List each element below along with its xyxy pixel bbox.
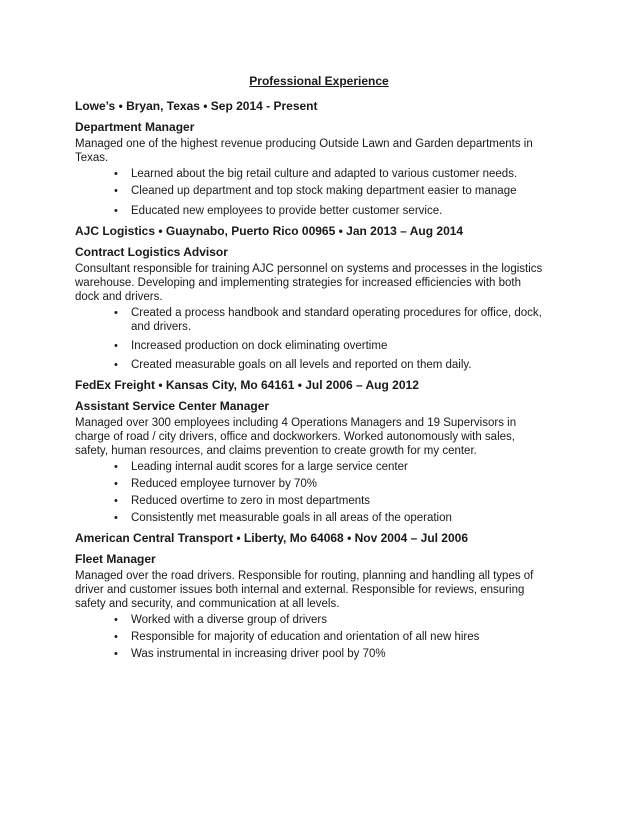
list-item xyxy=(75,167,545,181)
bullet-text: Educated new employees to provide better customer service. xyxy=(131,205,443,217)
bullet-text: Worked with a diverse group of drivers xyxy=(131,614,328,626)
job-bullets xyxy=(75,613,545,661)
list-item xyxy=(75,460,545,474)
bullet-icon: • xyxy=(114,495,118,507)
job-description: Managed over the road drivers. Responsible for routing, planning and handling all types of driver and customer issues both internal and external. Responsible for reviews, ensuring safety and security, and communication at all levels. xyxy=(75,570,534,610)
list-item xyxy=(75,647,545,661)
job-entry-lowes xyxy=(75,99,545,218)
list-item xyxy=(75,358,545,372)
bullet-icon: • xyxy=(114,340,118,352)
list-item xyxy=(75,511,545,525)
job-title: Fleet Manager xyxy=(75,552,156,566)
bullet-icon: • xyxy=(114,461,118,473)
list-item xyxy=(75,184,545,198)
list-item xyxy=(75,306,545,334)
bullet-text: Was instrumental in increasing driver pool by 70% xyxy=(131,648,386,660)
list-item xyxy=(75,339,545,353)
list-item xyxy=(75,630,545,644)
bullet-text: Cleaned up department and top stock making department easier to manage xyxy=(131,185,517,197)
list-item xyxy=(75,477,545,491)
job-header: Lowe’s • Bryan, Texas • Sep 2014 - Present xyxy=(75,99,318,113)
bullet-icon: • xyxy=(114,359,118,371)
job-bullets xyxy=(75,167,545,218)
job-entry-ajc xyxy=(75,224,545,372)
list-item xyxy=(75,613,545,627)
bullet-icon: • xyxy=(114,478,118,490)
list-item xyxy=(75,494,545,508)
job-header: AJC Logistics • Guaynabo, Puerto Rico 00965 • Jan 2013 – Aug 2014 xyxy=(75,224,464,238)
bullet-text: Created measurable goals on all levels and reported on them daily. xyxy=(131,359,472,371)
bullet-icon: • xyxy=(114,205,118,217)
job-title: Contract Logistics Advisor xyxy=(75,245,228,259)
experience-list xyxy=(75,99,545,664)
section-title: Professional Experience xyxy=(249,74,389,88)
job-title: Department Manager xyxy=(75,120,195,134)
bullet-text: Consistently met measurable goals in all areas of the operation xyxy=(131,512,452,524)
job-title: Assistant Service Center Manager xyxy=(75,399,270,413)
bullet-text: Responsible for majority of education and orientation of all new hires xyxy=(131,631,480,643)
job-bullets xyxy=(75,460,545,525)
job-description: Managed over 300 employees including 4 Operations Managers and 19 Supervisors in charge of road / city drivers, office and dockworkers. Worked autonomously with sales, safety, human resources, and claims prevention to create growth for my center. xyxy=(75,417,517,457)
bullet-icon: • xyxy=(114,185,118,197)
list-item xyxy=(75,204,545,218)
bullet-text: Increased production on dock eliminating overtime xyxy=(131,340,388,352)
bullet-icon: • xyxy=(114,512,118,524)
job-description: Managed one of the highest revenue producing Outside Lawn and Garden departments in Texas. xyxy=(75,138,533,164)
job-entry-fedex xyxy=(75,378,545,525)
bullet-text: Reduced overtime to zero in most departments xyxy=(131,495,371,507)
bullet-text: Leading internal audit scores for a large service center xyxy=(131,461,408,473)
job-header: American Central Transport • Liberty, Mo 64068 • Nov 2004 – Jul 2006 xyxy=(75,531,469,545)
bullet-text: Created a process handbook and standard operating procedures for office, dock, and drivers. xyxy=(131,307,542,333)
bullet-icon: • xyxy=(114,168,118,180)
bullet-icon: • xyxy=(114,307,118,319)
bullet-text: Reduced employee turnover by 70% xyxy=(131,478,318,490)
bullet-text: Learned about the big retail culture and adapted to various customer needs. xyxy=(131,168,518,180)
job-entry-act xyxy=(75,531,545,661)
job-bullets xyxy=(75,306,545,372)
job-description: Consultant responsible for training AJC personnel on systems and processes in the logistics warehouse. Developing and implementing strategies for increased efficiencies with both dock and drivers. xyxy=(75,263,543,303)
job-header: FedEx Freight • Kansas City, Mo 64161 • Jul 2006 – Aug 2012 xyxy=(75,378,419,392)
bullet-icon: • xyxy=(114,614,118,626)
bullet-icon: • xyxy=(114,648,118,660)
bullet-icon: • xyxy=(114,631,118,643)
